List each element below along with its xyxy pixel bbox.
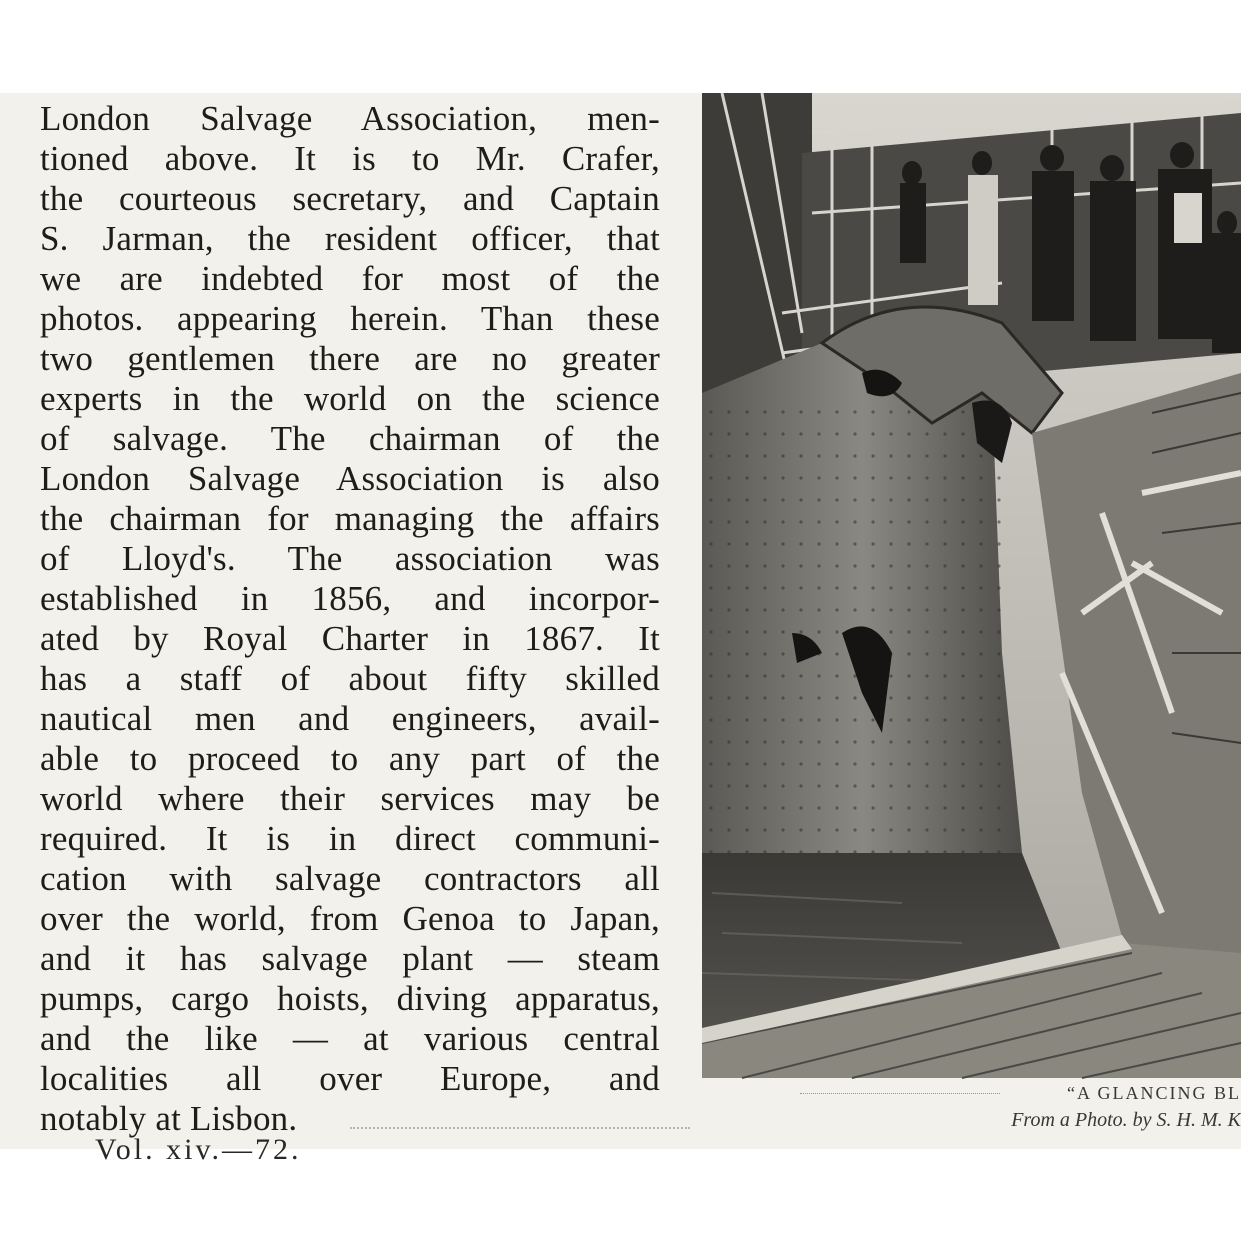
- ship-damage-photo: [702, 93, 1241, 1078]
- text-line-6: photos. appearing herein. Than these: [40, 299, 660, 338]
- text-line-22: and it has salvage plant — steam: [40, 939, 660, 978]
- text-line-14: ated by Royal Charter in 1867. It: [40, 619, 660, 658]
- text-line-16: nautical men and engineers, avail-: [40, 699, 660, 738]
- text-line-24: and the like — at various central: [40, 1019, 660, 1058]
- page-folio: Vol. xiv.—72.: [95, 1133, 302, 1166]
- text-line-18: world where their services may be: [40, 779, 660, 818]
- text-line-26: notably at Lisbon.: [40, 1099, 298, 1138]
- text-line-10: London Salvage Association is also: [40, 459, 660, 498]
- text-line-15: has a staff of about fifty skilled: [40, 659, 660, 698]
- dotted-rule: [350, 1127, 690, 1129]
- text-line-20: cation with salvage contractors all: [40, 859, 660, 898]
- text-line-7: two gentlemen there are no greater: [40, 339, 660, 378]
- text-line-25: localities all over Europe, and: [40, 1059, 660, 1098]
- text-line-17: able to proceed to any part of the: [40, 739, 660, 778]
- text-line-4: S. Jarman, the resident officer, that: [40, 219, 660, 258]
- text-line-12: of Lloyd's. The association was: [40, 539, 660, 578]
- text-line-11: the chairman for managing the affairs: [40, 499, 660, 538]
- photo-credit: From a Photo. by S. H. M. K: [1011, 1109, 1241, 1131]
- photo-caption: “A GLANCING BL: [1067, 1083, 1241, 1103]
- text-line-2: tioned above. It is to Mr. Crafer,: [40, 139, 660, 178]
- text-line-21: over the world, from Genoa to Japan,: [40, 899, 660, 938]
- scanned-page: [0, 93, 1241, 1166]
- text-line-8: experts in the world on the science: [40, 379, 660, 418]
- text-column: [40, 93, 660, 1139]
- text-line-19: required. It is in direct communi-: [40, 819, 660, 858]
- text-line-1: London Salvage Association, men-: [40, 99, 660, 138]
- text-line-9: of salvage. The chairman of the: [40, 419, 660, 458]
- text-line-13: established in 1856, and incorpor-: [40, 579, 660, 618]
- text-line-3: the courteous secretary, and Captain: [40, 179, 660, 218]
- text-line-5: we are indebted for most of the: [40, 259, 660, 298]
- text-line-23: pumps, cargo hoists, diving apparatus,: [40, 979, 660, 1018]
